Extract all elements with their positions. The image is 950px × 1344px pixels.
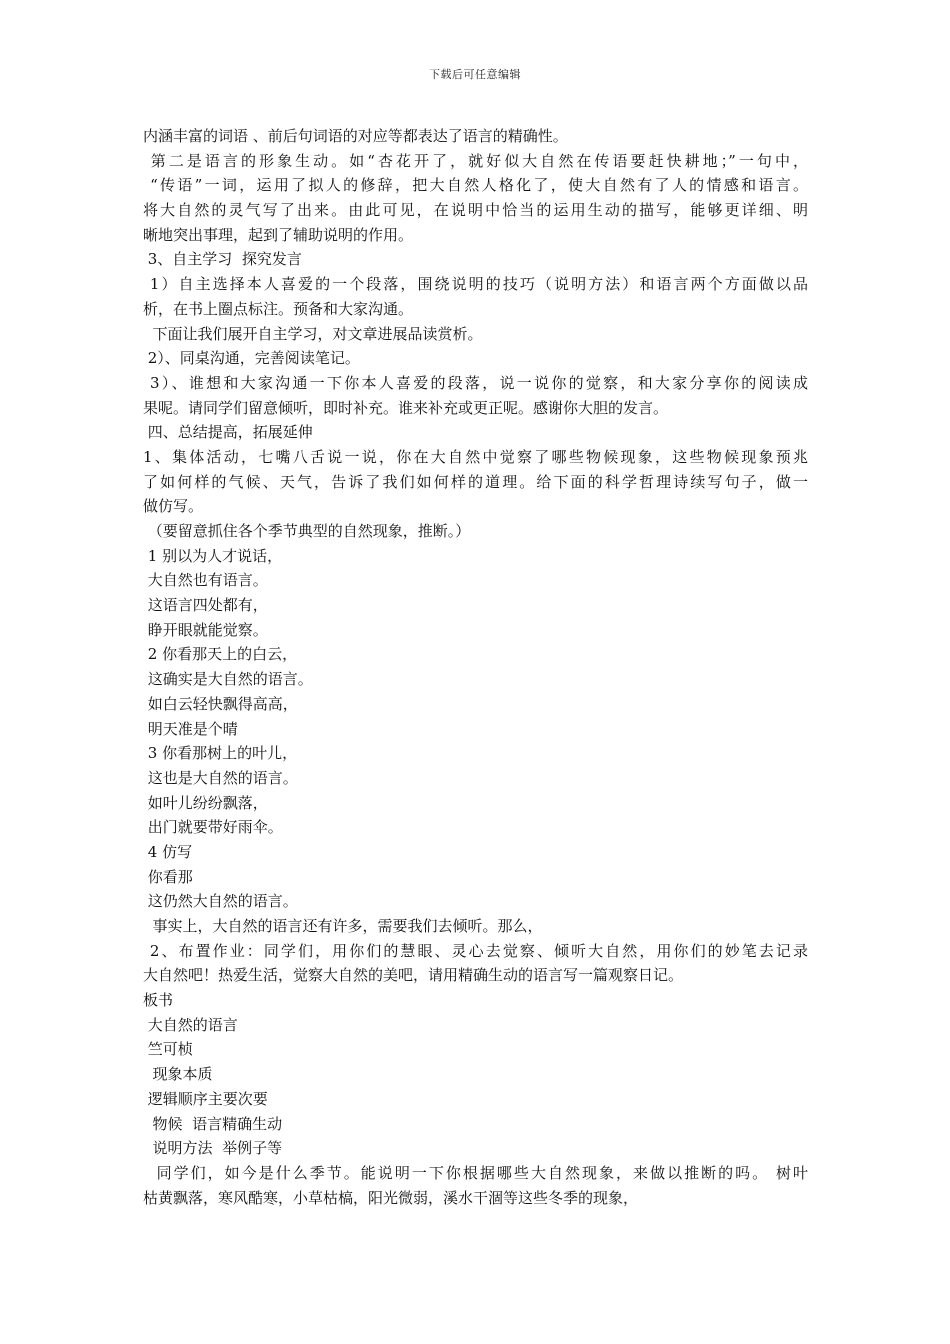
text-line: 同学们，如今是什么季节。能说明一下你根据哪些大自然现象，来做以推断的吗。 树叶: [143, 1163, 808, 1182]
text-line: 了如何样的气候、天气，告诉了我们如何样的道理。给下面的科学哲理诗续写句子，做一: [143, 472, 808, 491]
text-line: 2、布置作业：同学们，用你们的慧眼、灵心去觉察、倾听大自然，用你们的妙笔去记录: [143, 941, 808, 960]
text-line: 果呢。请同学们留意倾听，即时补充。谁来补充或更正呢。感谢你大胆的发言。: [143, 398, 669, 417]
text-line: 3 你看那树上的叶儿，: [143, 744, 298, 763]
text-line: 四、总结提高，拓展延伸: [143, 423, 313, 442]
text-line: 明天准是个晴: [143, 719, 238, 738]
text-line: 这语言四处都有，: [143, 596, 268, 615]
text-line: 逻辑顺序主要次要: [143, 1089, 268, 1108]
text-line: 大自然也有语言。: [143, 571, 268, 590]
text-line: 内涵丰富的词语 、前后句词语的对应等都表达了语言的精确性。: [143, 127, 568, 145]
text-line: 现象本质: [143, 1065, 213, 1084]
page-header: 下载后可任意编辑: [429, 68, 521, 81]
document-body: [143, 124, 808, 1210]
text-line: “传语”一词，运用了拟人的修辞，把大自然人格化了，使大自然有了人的情感和语言。: [143, 176, 808, 195]
text-line: 枯黄飘落，寒风酷寒，小草枯槁，阳光微弱，溪水干涸等这些冬季的现象，: [143, 1188, 639, 1207]
text-line: 出门就要带好雨伞。: [143, 818, 283, 837]
text-line: 1）自主选择本人喜爱的一个段落，围绕说明的技巧（说明方法）和语言两个方面做以品: [143, 275, 808, 294]
text-line: 如叶儿纷纷飘落，: [143, 793, 268, 812]
text-line: 3）、谁想和大家沟通一下你本人喜爱的段落，说一说你的觉察，和大家分享你的阅读成: [143, 373, 808, 392]
text-line: 下面让我们展开自主学习，对文章进展品读赏析。: [143, 324, 483, 343]
text-line: 这仍然大自然的语言。: [143, 892, 298, 911]
text-line: 这也是大自然的语言。: [143, 768, 298, 787]
text-line: 物候 语言精确生动: [143, 1114, 283, 1133]
text-line: 2）、同桌沟通，完善阅读笔记。: [143, 349, 360, 368]
text-line: 1、集体活动，七嘴八舌说一说，你在大自然中觉察了哪些物候现象，这些物候现象预兆: [143, 447, 808, 466]
text-line: 晰地突出事理，起到了辅助说明的作用。: [143, 225, 414, 244]
text-line: 4 仿写: [143, 842, 193, 861]
text-line: 你看那: [143, 867, 193, 886]
text-line: 做仿写。: [143, 497, 204, 516]
text-line: 1 别以为人才说话，: [143, 546, 283, 565]
text-line: 这确实是大自然的语言。: [143, 670, 313, 689]
text-line: 睁开眼就能觉察。: [143, 620, 268, 639]
text-line: 如白云轻快飘得高高，: [143, 694, 298, 713]
text-line: 大自然吧！热爱生活，觉察大自然的美吧，请用精确生动的语言写一篇观察日记。: [143, 966, 684, 985]
text-line: 说明方法 举例子等: [143, 1139, 283, 1158]
text-line: 析，在书上圈点标注。预备和大家沟通。: [143, 299, 414, 318]
text-line: 板书: [143, 991, 174, 1010]
text-line: （要留意抓住各个季节典型的自然现象，推断。）: [143, 522, 471, 540]
text-line: 竺可桢: [143, 1040, 193, 1059]
text-line: 第二是语言的形象生动。如“杏花开了，就好似大自然在传语要赶快耕地；”一句中，: [143, 151, 808, 170]
text-line: 3、自主学习 探究发言: [143, 250, 302, 269]
text-line: 将大自然的灵气写了出来。由此可见，在说明中恰当的运用生动的描写，能够更详细、明: [143, 201, 808, 220]
text-line: 2 你看那天上的白云，: [143, 645, 298, 664]
text-line: 大自然的语言: [143, 1015, 238, 1034]
text-line: 事实上，大自然的语言还有许多，需要我们去倾听。那么，: [143, 917, 543, 935]
